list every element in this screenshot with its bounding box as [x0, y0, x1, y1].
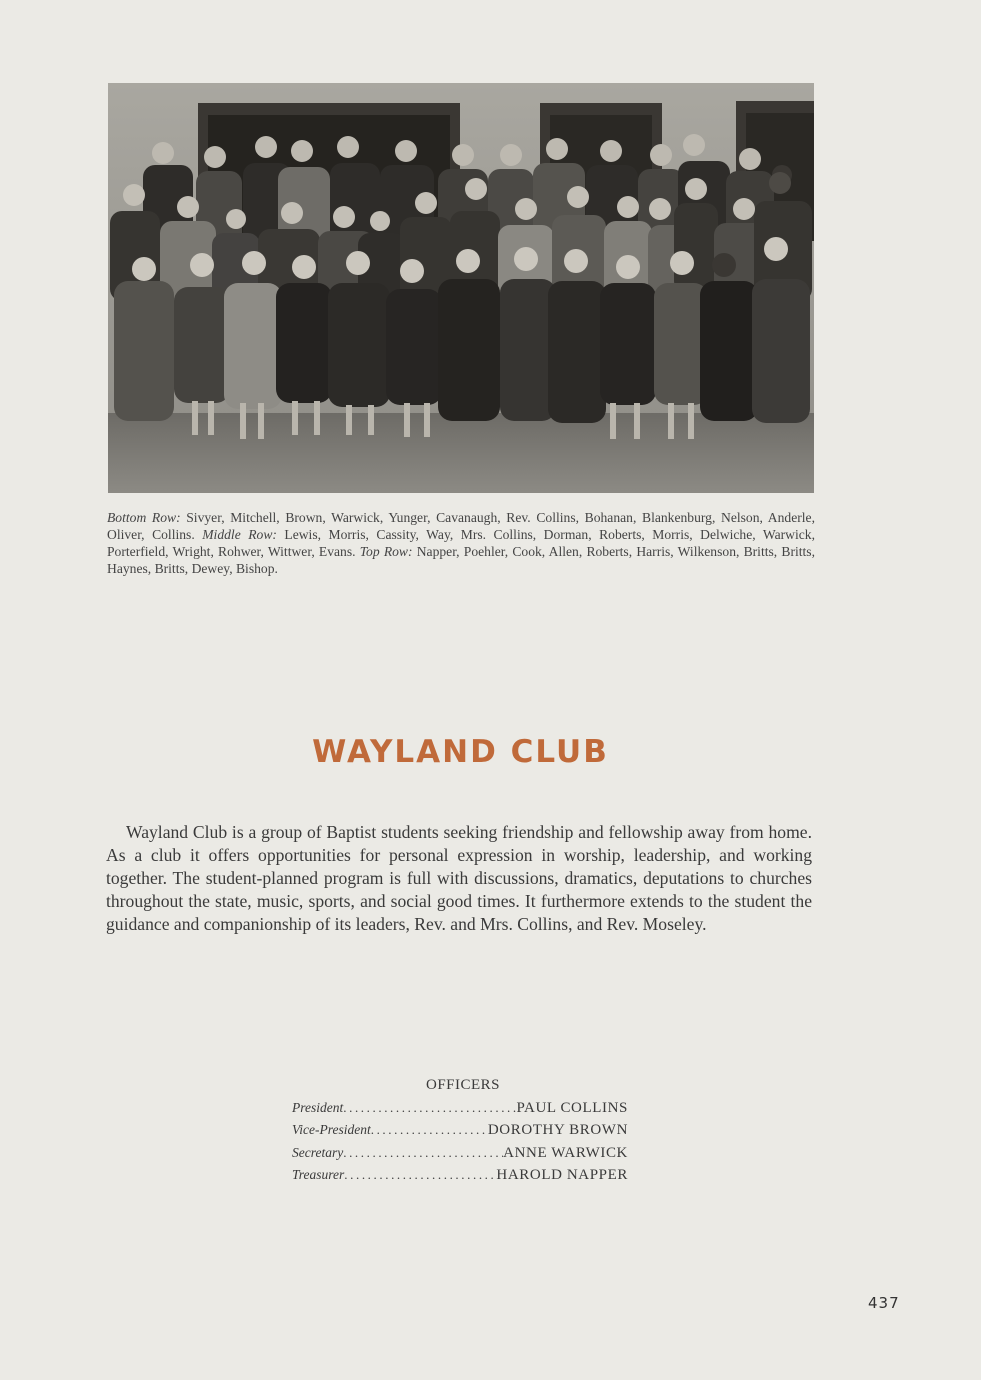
club-description	[106, 821, 812, 936]
officers-heading: OFFICERS	[425, 1077, 501, 1093]
middle-row-names: Lewis, Morris, Cassity, Way, Mrs. Collins, Dorman, Roberts, Morris, Delwiche, Warwick, Porterfield, Wright, Rohwer, Wittwer, Evans.	[107, 527, 815, 559]
officer-row	[292, 1164, 628, 1187]
officer-role: Secretary	[292, 1144, 344, 1160]
top-row-names: Napper, Poehler, Cook, Allen, Roberts, Harris, Wilkenson, Britts, Britts, Haynes, Britts, Dewey, Bishop.	[107, 544, 815, 576]
officer-name: HAROLD NAPPER	[496, 1167, 628, 1183]
officer-role: Vice-President	[292, 1122, 371, 1137]
club-description-text: Wayland Club is a group of Baptist students seeking friendship and fellowship away from home. As a club it offers opportunities for personal expression in worship, leadership, and working together. The student-planned program is full with discussions, dramatics, deputations to churches throughout the state, music, sports, and social good times. It furthermore extends to the student the guidance and companionship of its leaders, Rev. and Mrs. Collins, and Rev. Moseley.	[106, 822, 812, 934]
officer-row	[292, 1097, 628, 1120]
photo-caption	[107, 509, 815, 577]
group-photo	[108, 83, 814, 493]
dot-leader	[371, 1119, 488, 1142]
bottom-row-names: Sivyer, Mitchell, Brown, Warwick, Yunger, Cavanaugh, Rev. Collins, Bohanan, Blankenburg, Nelson, Anderle, Oliver, Collins.	[107, 510, 815, 542]
officer-name: ANNE WARWICK	[503, 1144, 628, 1161]
dot-leader	[343, 1097, 516, 1120]
page-title: WAYLAND CLUB	[312, 734, 609, 770]
officer-role: Treasurer	[292, 1167, 345, 1182]
dot-leader	[343, 1142, 503, 1165]
officer-role: President	[292, 1099, 344, 1115]
middle-row-label: Middle Row:	[202, 527, 277, 542]
officer-row	[292, 1142, 628, 1165]
page-number: 437	[868, 1294, 900, 1312]
officer-name: DOROTHY BROWN	[487, 1122, 628, 1138]
dot-leader	[344, 1164, 496, 1187]
top-row-label: Top Row:	[359, 544, 413, 559]
officer-name: PAUL COLLINS	[516, 1099, 628, 1116]
officer-row	[292, 1119, 628, 1142]
bottom-row-label: Bottom Row:	[107, 510, 181, 525]
officers-section	[292, 1074, 628, 1187]
group-photo-image	[108, 83, 814, 493]
